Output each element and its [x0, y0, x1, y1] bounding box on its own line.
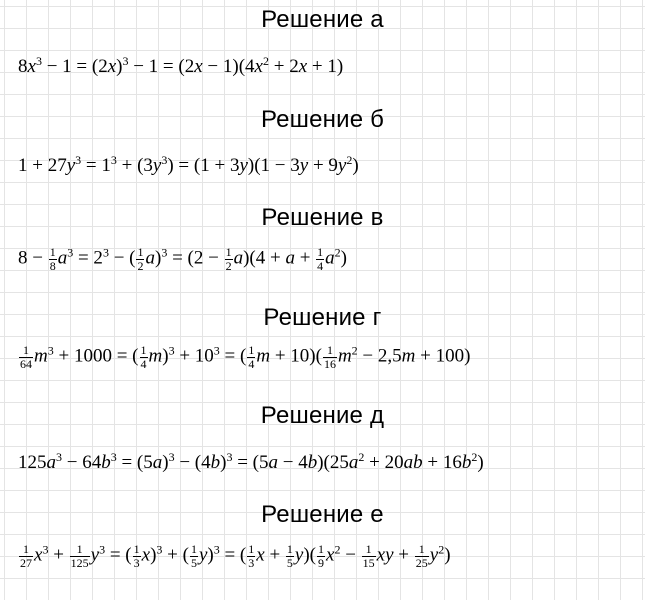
- formula-a: $8x^3 - 1 = (2x)^3 - 1 = (2x - 1)(4x^2 + 2x + 1)$: [18, 54, 344, 77]
- formula-v: 8 − $\frac{1}{8}$ $a^3 = 2^3$ − ( $\frac{1}{2}$ a)$^3$ = (2 − $\frac{1}{2}$ a)(4 + a + $\frac{1}{4}$ $a^2$): [18, 245, 347, 273]
- formula-b: $1 + 27y^3 = 1^3 + (3y^3) = (1 + 3y)(1 - 3y + 9y^2)$: [18, 153, 359, 176]
- formula-e: $\frac{1}{27}$ $x^3$ + $\frac{1}{125}$ $y^3$ = ( $\frac{1}{3}$ x)$^3$ + ( $\frac{1}{5}$ y)$^3$ = ( $\frac{1}{3}$ x + $\frac{1}{5}$ y)( $\frac{1}{9}$ $x^2$ − $\frac{1}{15}$ xy + $\frac{1}{25}$ $y^2$): [20, 542, 451, 570]
- solution-heading-e: Решение е: [261, 501, 384, 528]
- solution-heading-g: Решение г: [263, 304, 382, 331]
- solution-heading-b: Решение б: [260, 106, 385, 133]
- formula-g: $\frac{1}{64}$ $m^3 + 1000$ = ( $\frac{1}{4}$ $m)^3 + 10^3$ = ( $\frac{1}{4}$ m + 10)( $\frac{1}{16}$ $m^2 - 2,5m + 100$): [20, 343, 471, 371]
- solution-heading-v: Решение в: [261, 204, 384, 231]
- solution-heading-d: Решение д: [260, 402, 385, 429]
- formula-d: $125a^3 - 64b^3 = (5a)^3 - (4b)^3 = (5a - 4b)(25a^2 + 20ab + 16b^2)$: [18, 450, 484, 473]
- solution-heading-a: Решение а: [261, 6, 384, 33]
